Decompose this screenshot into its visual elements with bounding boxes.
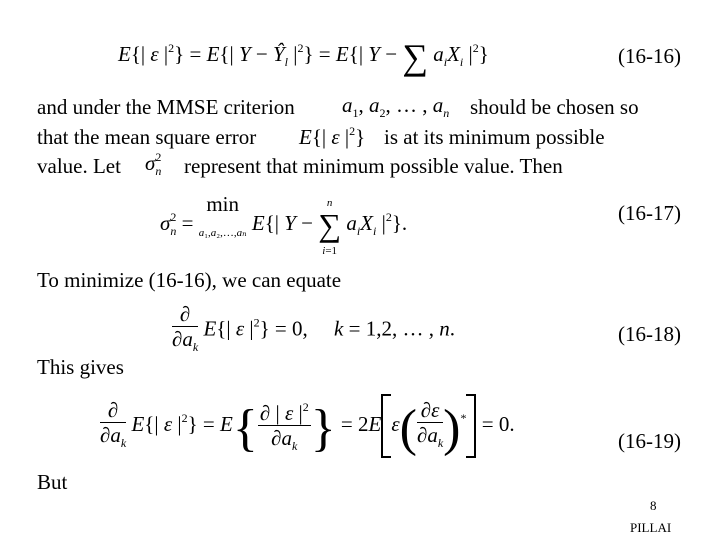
paragraph-line: should be chosen so (470, 95, 639, 119)
equation-number: (16-19) (618, 429, 681, 453)
paragraph-line: that the mean square error (37, 125, 257, 149)
paragraph-line: represent that minimum possible value. Then (184, 154, 563, 178)
inline-math: $a_1$, $a_2$, … , $a_n$ (342, 93, 450, 120)
equation-16-19: $\frac{\partial}{\partial a_k}$ E{| ε $|^2\} = E${ $\frac{\partial | \varepsilon |^2}{\partial a_k}$ } = 2E ε( $\frac{\partial\varepsilon}{\partial a_k}$ )* = 0. (100, 394, 515, 458)
equation-16-18: $\frac{\partial}{\partial a_k}$ E{| ε $|^2\} = 0$, k = 1,2, … , n. (172, 302, 455, 354)
author-footer: PILLAI (630, 520, 672, 535)
equation-number: (16-17) (618, 201, 681, 225)
paragraph-line: To minimize (16-16), we can equate (37, 268, 342, 292)
inline-math: $\sigma_n^2$ (145, 150, 162, 178)
paragraph-line: and under the MMSE criterion (37, 95, 295, 119)
equation-16-17: $\sigma_n^2 = \min$ a₁,a₂,…,aₙ E{| Y − n ∑ i=1 $a_iX_i$ $|^2$}. (160, 192, 408, 257)
paragraph-line: This gives (37, 355, 124, 379)
paragraph-line: value. Let (37, 154, 121, 178)
equation-number: (16-16) (618, 44, 681, 68)
equation-16-16: E{| ε $|^2\} = E\{|$ $Y - Ŷ_l$ $|^2\} = E\{|$ Y − ∑ $a_iX_i$ $|^2$} (118, 37, 489, 77)
paragraph-line: But (37, 470, 68, 494)
equation-number: (16-18) (618, 322, 681, 346)
paragraph-line: is at its minimum possible (384, 125, 605, 149)
inline-math: E{| ε $|^2$} (299, 124, 366, 149)
page-number: 8 (650, 498, 657, 513)
